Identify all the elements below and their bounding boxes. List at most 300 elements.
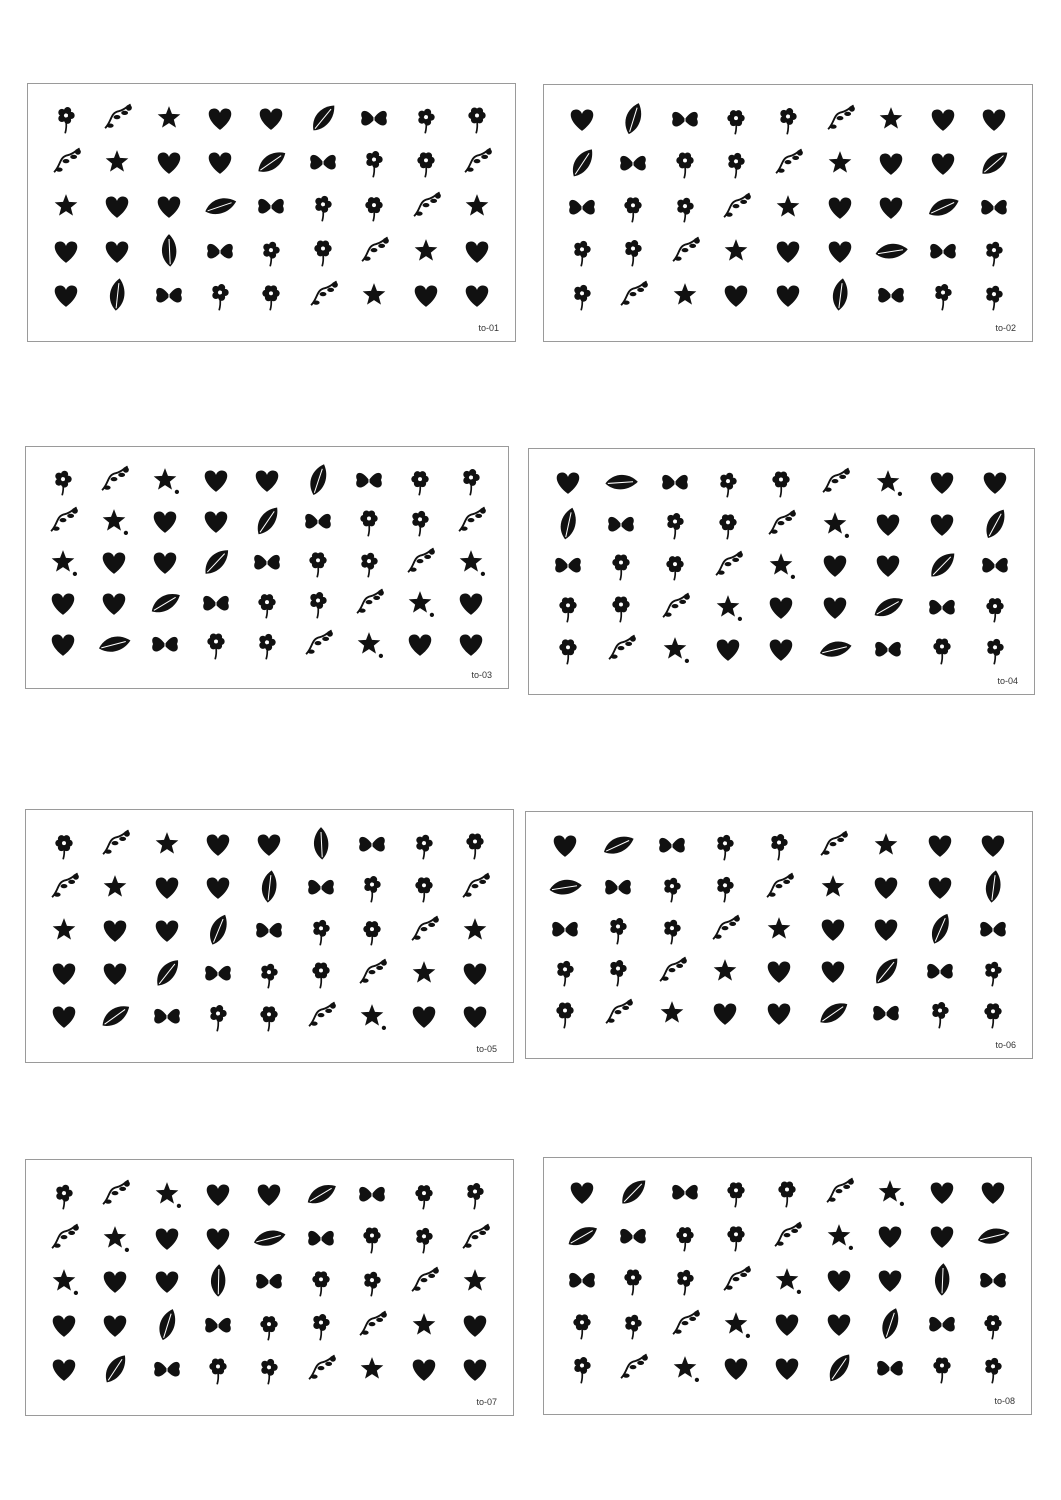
stamping-plate-to-07: [25, 1159, 514, 1416]
heart-icon: [458, 999, 492, 1033]
leaf-icon: [874, 234, 908, 268]
heart-icon: [403, 627, 437, 661]
flower-icon: [460, 101, 494, 135]
flower-icon: [616, 190, 650, 224]
star-icon: [762, 912, 796, 946]
plate-code: to-01: [478, 323, 499, 333]
flower-icon: [668, 146, 702, 180]
vine-icon: [458, 870, 492, 904]
butterfly-icon: [150, 1352, 184, 1386]
flower-icon: [711, 507, 745, 541]
leaf-icon: [254, 145, 288, 179]
flower-icon: [47, 1177, 81, 1211]
leaf-icon: [201, 1264, 235, 1298]
flower-icon: [977, 278, 1011, 312]
star-icon: [822, 1219, 856, 1253]
star-icon: [100, 145, 134, 179]
flower-icon: [458, 1177, 492, 1211]
flower-icon: [548, 996, 582, 1030]
star-icon: [764, 548, 798, 582]
heart-icon: [822, 1263, 856, 1297]
leaf-icon: [818, 632, 852, 666]
leaf-icon: [199, 545, 233, 579]
heart-icon: [252, 827, 286, 861]
flower-icon: [551, 590, 585, 624]
heart-icon: [816, 912, 850, 946]
star-icon: [458, 913, 492, 947]
vine-icon: [454, 504, 488, 538]
flower-icon: [357, 189, 391, 223]
flower-icon: [407, 870, 441, 904]
vine-icon: [304, 1352, 338, 1386]
plate-code: to-04: [997, 676, 1018, 686]
vine-icon: [655, 954, 689, 988]
leaf-icon: [98, 999, 132, 1033]
flower-icon: [616, 234, 650, 268]
star-icon: [98, 870, 132, 904]
flower-icon: [976, 954, 1010, 988]
flower-icon: [203, 278, 237, 312]
butterfly-icon: [355, 827, 389, 861]
star-icon: [668, 1351, 702, 1385]
flower-icon: [306, 234, 340, 268]
plate-code: to-06: [995, 1040, 1016, 1050]
flower-icon: [658, 507, 692, 541]
heart-icon: [49, 278, 83, 312]
butterfly-icon: [668, 1175, 702, 1209]
butterfly-icon: [668, 102, 702, 136]
heart-icon: [874, 190, 908, 224]
heart-icon: [822, 1307, 856, 1341]
butterfly-icon: [978, 548, 1012, 582]
vine-icon: [764, 507, 798, 541]
leaf-icon: [551, 507, 585, 541]
heart-icon: [458, 956, 492, 990]
star-icon: [458, 1264, 492, 1298]
star-icon: [409, 234, 443, 268]
heart-icon: [551, 465, 585, 499]
butterfly-icon: [201, 956, 235, 990]
flower-icon: [604, 548, 638, 582]
heart-icon: [460, 278, 494, 312]
flower-icon: [668, 1219, 702, 1253]
leaf-icon: [823, 278, 857, 312]
star-icon: [711, 590, 745, 624]
flower-icon: [252, 1308, 286, 1342]
flower-icon: [407, 1221, 441, 1255]
heart-icon: [49, 234, 83, 268]
heart-icon: [98, 1264, 132, 1298]
flower-icon: [925, 632, 959, 666]
vine-icon: [355, 956, 389, 990]
motif-grid: [40, 96, 503, 317]
leaf-icon: [601, 828, 635, 862]
heart-icon: [770, 1307, 804, 1341]
star-icon: [407, 956, 441, 990]
butterfly-icon: [873, 1351, 907, 1385]
heart-icon: [150, 913, 184, 947]
heart-icon: [201, 1177, 235, 1211]
motif-grid: [38, 459, 496, 664]
heart-icon: [711, 632, 745, 666]
leaf-icon: [150, 1308, 184, 1342]
leaf-icon: [252, 870, 286, 904]
vine-icon: [823, 102, 857, 136]
flower-icon: [304, 956, 338, 990]
leaf-icon: [100, 278, 134, 312]
heart-icon: [925, 507, 959, 541]
heart-icon: [762, 954, 796, 988]
star-icon: [150, 827, 184, 861]
leaf-icon: [565, 1219, 599, 1253]
stamping-plate-to-03: [25, 446, 509, 689]
leaf-icon: [822, 1351, 856, 1385]
flower-icon: [407, 1177, 441, 1211]
flower-icon: [306, 189, 340, 223]
butterfly-icon: [148, 627, 182, 661]
vine-icon: [355, 1308, 389, 1342]
vine-icon: [352, 586, 386, 620]
butterfly-icon: [871, 632, 905, 666]
flower-icon: [548, 954, 582, 988]
heart-icon: [98, 913, 132, 947]
star-icon: [869, 828, 903, 862]
heart-icon: [926, 146, 960, 180]
flower-icon: [565, 1351, 599, 1385]
heart-icon: [565, 102, 599, 136]
flower-icon: [976, 1351, 1010, 1385]
leaf-icon: [925, 1263, 959, 1297]
heart-icon: [976, 828, 1010, 862]
heart-icon: [871, 548, 905, 582]
butterfly-icon: [976, 912, 1010, 946]
star-icon: [816, 870, 850, 904]
vine-icon: [616, 278, 650, 312]
star-icon: [355, 1352, 389, 1386]
leaf-icon: [548, 870, 582, 904]
heart-icon: [925, 1219, 959, 1253]
heart-icon: [764, 590, 798, 624]
leaf-icon: [871, 590, 905, 624]
butterfly-icon: [926, 234, 960, 268]
flower-icon: [458, 827, 492, 861]
vine-icon: [100, 101, 134, 135]
butterfly-icon: [601, 870, 635, 904]
flower-icon: [201, 1352, 235, 1386]
flower-icon: [403, 504, 437, 538]
flower-icon: [565, 234, 599, 268]
heart-icon: [708, 996, 742, 1030]
flower-icon: [601, 954, 635, 988]
star-icon: [97, 504, 131, 538]
flower-icon: [304, 1264, 338, 1298]
star-icon: [655, 996, 689, 1030]
star-icon: [150, 1177, 184, 1211]
flower-icon: [978, 632, 1012, 666]
butterfly-icon: [658, 465, 692, 499]
vine-icon: [822, 1175, 856, 1209]
flower-icon: [719, 1219, 753, 1253]
star-icon: [874, 102, 908, 136]
flower-icon: [923, 996, 957, 1030]
plate-code: to-05: [476, 1044, 497, 1054]
butterfly-icon: [565, 1263, 599, 1297]
flower-icon: [357, 145, 391, 179]
butterfly-icon: [304, 870, 338, 904]
butterfly-icon: [925, 590, 959, 624]
heart-icon: [98, 1308, 132, 1342]
vine-icon: [301, 627, 335, 661]
heart-icon: [407, 1352, 441, 1386]
flower-icon: [304, 913, 338, 947]
star-icon: [668, 278, 702, 312]
vine-icon: [407, 1264, 441, 1298]
heart-icon: [152, 145, 186, 179]
butterfly-icon: [201, 1308, 235, 1342]
leaf-icon: [201, 913, 235, 947]
flower-icon: [719, 146, 753, 180]
heart-icon: [869, 912, 903, 946]
heart-icon: [719, 278, 753, 312]
heart-icon: [407, 999, 441, 1033]
butterfly-icon: [548, 912, 582, 946]
star-icon: [454, 545, 488, 579]
star-icon: [98, 1221, 132, 1255]
leaf-icon: [306, 101, 340, 135]
butterfly-icon: [301, 504, 335, 538]
leaf-icon: [203, 189, 237, 223]
motif-grid: [538, 824, 1020, 1034]
plate-code: to-02: [995, 323, 1016, 333]
flower-icon: [355, 870, 389, 904]
vine-icon: [49, 145, 83, 179]
butterfly-icon: [616, 1219, 650, 1253]
vine-icon: [770, 1219, 804, 1253]
vine-icon: [306, 278, 340, 312]
vine-icon: [771, 146, 805, 180]
flower-icon: [250, 586, 284, 620]
leaf-icon: [97, 627, 131, 661]
butterfly-icon: [923, 954, 957, 988]
stamping-plate-to-08: [543, 1157, 1032, 1415]
heart-icon: [923, 828, 957, 862]
flower-icon: [47, 827, 81, 861]
vine-icon: [304, 999, 338, 1033]
butterfly-icon: [199, 586, 233, 620]
flower-icon: [301, 545, 335, 579]
leaf-icon: [148, 586, 182, 620]
butterfly-icon: [306, 145, 340, 179]
vine-icon: [458, 1221, 492, 1255]
heart-icon: [98, 956, 132, 990]
leaf-icon: [250, 504, 284, 538]
butterfly-icon: [150, 999, 184, 1033]
heart-icon: [764, 632, 798, 666]
butterfly-icon: [254, 189, 288, 223]
flower-icon: [252, 1352, 286, 1386]
flower-icon: [254, 234, 288, 268]
leaf-icon: [977, 146, 1011, 180]
heart-icon: [977, 102, 1011, 136]
butterfly-icon: [203, 234, 237, 268]
flower-icon: [771, 102, 805, 136]
leaf-icon: [869, 954, 903, 988]
butterfly-icon: [874, 278, 908, 312]
flower-icon: [355, 1221, 389, 1255]
flower-icon: [764, 465, 798, 499]
motif-grid: [38, 822, 501, 1038]
leaf-icon: [604, 465, 638, 499]
star-icon: [719, 234, 753, 268]
flower-icon: [977, 234, 1011, 268]
flower-icon: [565, 1307, 599, 1341]
flower-icon: [252, 999, 286, 1033]
star-icon: [352, 627, 386, 661]
vine-icon: [407, 913, 441, 947]
leaf-icon: [926, 190, 960, 224]
vine-icon: [658, 590, 692, 624]
vine-icon: [604, 632, 638, 666]
motif-grid: [556, 1170, 1019, 1390]
vine-icon: [97, 463, 131, 497]
star-icon: [355, 999, 389, 1033]
heart-icon: [818, 548, 852, 582]
butterfly-icon: [304, 1221, 338, 1255]
motif-grid: [38, 1172, 501, 1391]
star-icon: [871, 465, 905, 499]
heart-icon: [770, 1351, 804, 1385]
heart-icon: [150, 870, 184, 904]
flower-icon: [708, 828, 742, 862]
heart-icon: [46, 627, 80, 661]
vine-icon: [46, 504, 80, 538]
vine-icon: [357, 234, 391, 268]
leaf-icon: [616, 102, 650, 136]
heart-icon: [199, 463, 233, 497]
heart-icon: [47, 1352, 81, 1386]
heart-icon: [201, 827, 235, 861]
star-icon: [460, 189, 494, 223]
leaf-icon: [976, 870, 1010, 904]
star-icon: [357, 278, 391, 312]
flower-icon: [655, 870, 689, 904]
vine-icon: [668, 234, 702, 268]
heart-icon: [454, 627, 488, 661]
leaf-icon: [150, 956, 184, 990]
heart-icon: [97, 545, 131, 579]
stamping-plate-to-06: [525, 811, 1033, 1059]
flower-icon: [668, 1263, 702, 1297]
heart-icon: [816, 954, 850, 988]
flower-icon: [49, 101, 83, 135]
flower-icon: [252, 956, 286, 990]
heart-icon: [152, 189, 186, 223]
heart-icon: [97, 586, 131, 620]
leaf-icon: [304, 1177, 338, 1211]
flower-icon: [604, 590, 638, 624]
flower-icon: [926, 278, 960, 312]
heart-icon: [100, 189, 134, 223]
heart-icon: [148, 504, 182, 538]
flower-icon: [616, 1263, 650, 1297]
vine-icon: [98, 827, 132, 861]
heart-icon: [458, 1352, 492, 1386]
butterfly-icon: [250, 545, 284, 579]
heart-icon: [100, 234, 134, 268]
heart-icon: [199, 504, 233, 538]
star-icon: [771, 190, 805, 224]
leaf-icon: [816, 996, 850, 1030]
flower-icon: [199, 627, 233, 661]
butterfly-icon: [355, 1177, 389, 1211]
heart-icon: [565, 1175, 599, 1209]
heart-icon: [926, 102, 960, 136]
heart-icon: [47, 1308, 81, 1342]
heart-icon: [458, 1308, 492, 1342]
butterfly-icon: [925, 1307, 959, 1341]
flower-icon: [254, 278, 288, 312]
star-icon: [873, 1175, 907, 1209]
stamping-plate-to-04: [528, 448, 1035, 695]
heart-icon: [923, 870, 957, 904]
heart-icon: [823, 234, 857, 268]
butterfly-icon: [976, 1263, 1010, 1297]
vine-icon: [47, 870, 81, 904]
flower-icon: [978, 590, 1012, 624]
heart-icon: [148, 545, 182, 579]
flower-icon: [708, 870, 742, 904]
flower-icon: [770, 1175, 804, 1209]
butterfly-icon: [357, 101, 391, 135]
heart-icon: [873, 1263, 907, 1297]
leaf-icon: [873, 1307, 907, 1341]
vine-icon: [601, 996, 635, 1030]
stamping-plate-to-02: [543, 84, 1033, 342]
flower-icon: [454, 463, 488, 497]
butterfly-icon: [604, 507, 638, 541]
leaf-icon: [978, 507, 1012, 541]
heart-icon: [203, 101, 237, 135]
heart-icon: [47, 999, 81, 1033]
flower-icon: [551, 632, 585, 666]
flower-icon: [352, 504, 386, 538]
plate-code: to-08: [994, 1396, 1015, 1406]
heart-icon: [873, 1219, 907, 1253]
butterfly-icon: [869, 996, 903, 1030]
flower-icon: [409, 101, 443, 135]
heart-icon: [978, 465, 1012, 499]
heart-icon: [409, 278, 443, 312]
plate-code: to-03: [471, 670, 492, 680]
leaf-icon: [616, 1175, 650, 1209]
flower-icon: [925, 1351, 959, 1385]
flower-icon: [301, 586, 335, 620]
flower-icon: [407, 827, 441, 861]
butterfly-icon: [352, 463, 386, 497]
flower-icon: [601, 912, 635, 946]
heart-icon: [818, 590, 852, 624]
flower-icon: [719, 102, 753, 136]
butterfly-icon: [152, 278, 186, 312]
leaf-icon: [98, 1352, 132, 1386]
heart-icon: [201, 1221, 235, 1255]
vine-icon: [460, 145, 494, 179]
butterfly-icon: [252, 913, 286, 947]
flower-icon: [304, 1308, 338, 1342]
vine-icon: [719, 1263, 753, 1297]
leaf-icon: [301, 463, 335, 497]
heart-icon: [460, 234, 494, 268]
